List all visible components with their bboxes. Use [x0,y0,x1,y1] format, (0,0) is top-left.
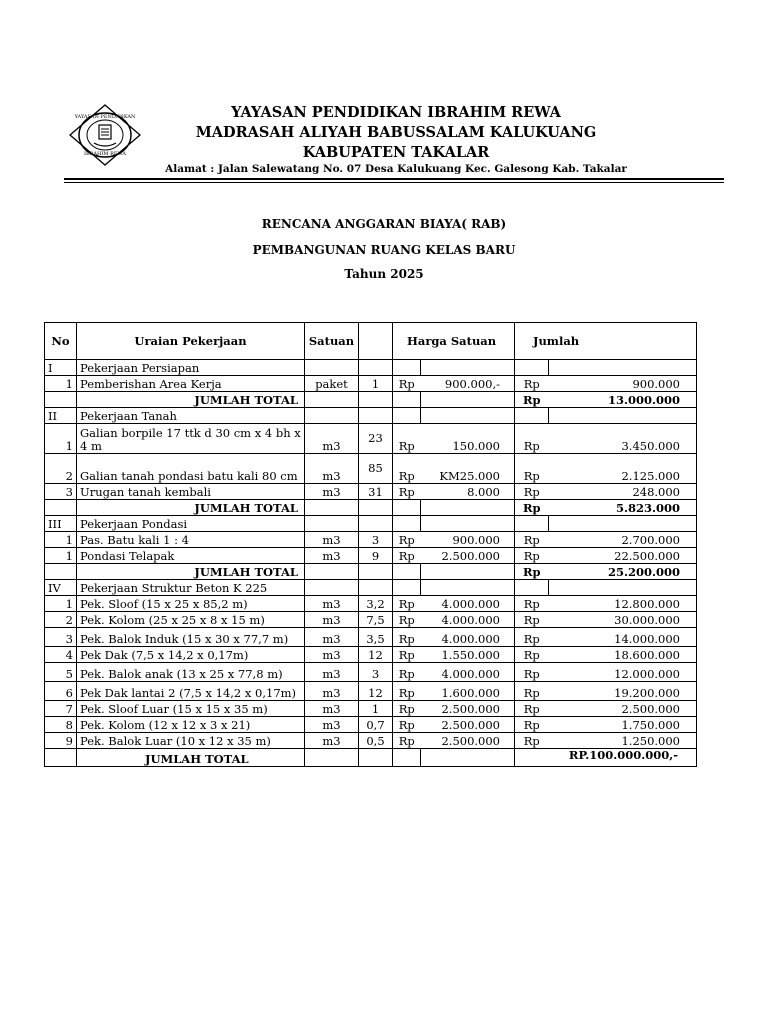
empty-cell [45,749,77,767]
rab-table [44,322,697,767]
item-total: 2.500.000 [549,701,697,717]
item-no: 1 [45,548,77,564]
empty-cell [305,500,359,516]
header-divider-thin [64,182,724,183]
item-total: 12.000.000 [549,663,697,682]
empty-cell [421,516,515,532]
item-description: Pemberishan Area Kerja [77,376,305,392]
item-price-currency: Rp [393,532,421,548]
item-total: 2.125.000 [549,454,697,484]
item-price-currency: Rp [393,701,421,717]
item-unit: m3 [305,454,359,484]
empty-cell [515,360,549,376]
section-no: II [45,408,77,424]
item-price-currency: Rp [393,424,421,454]
item-qty: 1 [359,701,393,717]
section-name: Pekerjaan Persiapan [77,360,305,376]
total-label: JUMLAH TOTAL [77,500,305,516]
item-total: 900.000 [549,376,697,392]
empty-cell [305,564,359,580]
empty-cell [421,500,515,516]
item-total-currency: Rp [515,701,549,717]
item-price-currency: Rp [393,682,421,701]
item-no: 8 [45,717,77,733]
empty-cell [359,408,393,424]
item-price: 1.550.000 [421,647,515,663]
item-price-currency: Rp [393,548,421,564]
item-description: Pek Dak lantai 2 (7,5 x 14,2 x 0,17m) [77,682,305,701]
item-unit: m3 [305,733,359,749]
doc-title: RENCANA ANGGARAN BIAYA( RAB) [261,217,507,231]
empty-cell [45,500,77,516]
item-no: 1 [45,424,77,454]
doc-year: Tahun 2025 [344,267,424,281]
doc-subtitle: PEMBANGUNAN RUANG KELAS BARU [252,243,516,257]
item-description: Pas. Batu kali 1 : 4 [77,532,305,548]
empty-cell [305,516,359,532]
item-unit: m3 [305,717,359,733]
section-no: I [45,360,77,376]
total-value: 25.200.000 [549,564,697,580]
item-qty: 85 [359,454,393,484]
empty-cell [393,392,421,408]
item-total-currency: Rp [515,628,549,647]
item-total: 30.000.000 [549,612,697,628]
item-total: 2.700.000 [549,532,697,548]
empty-cell [359,564,393,580]
table-row [45,612,697,628]
item-qty: 3 [359,663,393,682]
item-no: 5 [45,663,77,682]
item-total: 3.450.000 [549,424,697,454]
item-description: Pek. Sloof Luar (15 x 15 x 35 m) [77,701,305,717]
table-row [45,596,697,612]
empty-cell [549,516,697,532]
table-row [45,454,697,484]
item-description: Galian tanah pondasi batu kali 80 cm [77,454,305,484]
table-row [45,663,697,682]
item-no: 1 [45,376,77,392]
item-description: Pondasi Telapak [77,548,305,564]
item-price: 900.000,- [421,376,515,392]
item-unit: m3 [305,663,359,682]
table-row [45,647,697,663]
item-price: 8.000 [421,484,515,500]
table-row [45,733,697,749]
empty-cell [549,360,697,376]
item-unit: m3 [305,612,359,628]
item-no: 6 [45,682,77,701]
item-no: 4 [45,647,77,663]
item-price: 150.000 [421,424,515,454]
item-no: 3 [45,484,77,500]
table-row [45,532,697,548]
col-header-uraian: Uraian Pekerjaan [77,323,305,360]
empty-cell [45,392,77,408]
item-no: 3 [45,628,77,647]
grand-total-value: RP.100.000.000,- [515,749,697,767]
section-row [45,516,697,532]
item-total: 248.000 [549,484,697,500]
total-row [45,392,697,408]
item-description: Pek. Sloof (15 x 25 x 85,2 m) [77,596,305,612]
item-no: 1 [45,532,77,548]
item-qty: 3,5 [359,628,393,647]
item-no: 2 [45,612,77,628]
section-no: IV [45,580,77,596]
item-description: Pek. Balok Luar (10 x 12 x 35 m) [77,733,305,749]
item-total: 12.800.000 [549,596,697,612]
empty-cell [421,749,515,767]
item-total-currency: Rp [515,596,549,612]
col-header-no: No [45,323,77,360]
total-currency: Rp [515,392,549,408]
empty-cell [421,580,515,596]
item-description: Galian borpile 17 ttk d 30 cm x 4 bh x 4 m [77,424,305,454]
empty-cell [393,500,421,516]
section-row [45,360,697,376]
item-description: Pek. Kolom (25 x 25 x 8 x 15 m) [77,612,305,628]
item-price-currency: Rp [393,628,421,647]
item-qty: 0,5 [359,733,393,749]
table-header-row [45,323,697,360]
address: Alamat : Jalan Salewatang No. 07 Desa Kalukuang Kec. Galesong Kab. Takalar [165,163,627,175]
item-total: 22.500.000 [549,548,697,564]
header-divider-thick [64,178,724,180]
item-price: 2.500.000 [421,717,515,733]
table-row [45,682,697,701]
col-header-harga: Harga Satuan [393,323,515,360]
item-no: 1 [45,596,77,612]
item-total-currency: Rp [515,424,549,454]
empty-cell [45,564,77,580]
empty-cell [305,580,359,596]
item-price: 4.000.000 [421,628,515,647]
section-row [45,580,697,596]
empty-cell [515,516,549,532]
item-total-currency: Rp [515,612,549,628]
school-name: MADRASAH ALIYAH BABUSSALAM KALUKUANG [195,124,597,141]
item-qty: 1 [359,376,393,392]
item-unit: m3 [305,701,359,717]
item-price-currency: Rp [393,733,421,749]
item-no: 9 [45,733,77,749]
item-qty: 0,7 [359,717,393,733]
total-label: JUMLAH TOTAL [77,564,305,580]
logo-text-top: YAYASAN PENDIDIKAN [74,114,136,120]
item-price: 2.500.000 [421,701,515,717]
item-unit: m3 [305,682,359,701]
item-description: Pek. Balok Induk (15 x 30 x 77,7 m) [77,628,305,647]
empty-cell [515,580,549,596]
col-header-jumlah: Jumlah [515,323,697,360]
item-price-currency: Rp [393,596,421,612]
regency-name: KABUPATEN TAKALAR [302,144,490,161]
table-row [45,628,697,647]
item-total: 19.200.000 [549,682,697,701]
item-price: KM25.000 [421,454,515,484]
item-total-currency: Rp [515,717,549,733]
total-label: JUMLAH TOTAL [77,749,305,767]
item-price-currency: Rp [393,612,421,628]
item-total-currency: Rp [515,484,549,500]
foundation-name: YAYASAN PENDIDIKAN IBRAHIM REWA [231,104,561,121]
item-total: 1.250.000 [549,733,697,749]
empty-cell [393,749,421,767]
section-name: Pekerjaan Pondasi [77,516,305,532]
item-total-currency: Rp [515,376,549,392]
empty-cell [305,408,359,424]
empty-cell [549,580,697,596]
item-price-currency: Rp [393,663,421,682]
total-currency: Rp [515,500,549,516]
empty-cell [421,408,515,424]
item-price-currency: Rp [393,376,421,392]
item-price: 1.600.000 [421,682,515,701]
item-no: 7 [45,701,77,717]
empty-cell [421,392,515,408]
empty-cell [515,408,549,424]
empty-cell [393,516,421,532]
item-unit: m3 [305,647,359,663]
item-qty: 9 [359,548,393,564]
item-price: 2.500.000 [421,548,515,564]
empty-cell [359,360,393,376]
item-unit: m3 [305,628,359,647]
item-price-currency: Rp [393,717,421,733]
item-description: Urugan tanah kembali [77,484,305,500]
item-qty: 12 [359,647,393,663]
item-unit: paket [305,376,359,392]
item-total-currency: Rp [515,682,549,701]
item-price: 2.500.000 [421,733,515,749]
empty-cell [359,749,393,767]
item-unit: m3 [305,532,359,548]
total-value: 13.000.000 [549,392,697,408]
table-row [45,701,697,717]
table-row [45,548,697,564]
empty-cell [305,360,359,376]
item-total-currency: Rp [515,532,549,548]
item-no: 2 [45,454,77,484]
item-price: 900.000 [421,532,515,548]
total-row [45,564,697,580]
empty-cell [421,360,515,376]
item-qty: 3 [359,532,393,548]
item-description: Pek. Balok anak (13 x 25 x 77,8 m) [77,663,305,682]
item-total: 14.000.000 [549,628,697,647]
item-price-currency: Rp [393,647,421,663]
item-total: 18.600.000 [549,647,697,663]
item-unit: m3 [305,548,359,564]
empty-cell [359,516,393,532]
total-currency: Rp [515,564,549,580]
total-label: JUMLAH TOTAL [77,392,305,408]
empty-cell [421,564,515,580]
item-total-currency: Rp [515,663,549,682]
section-row [45,408,697,424]
total-value: 5.823.000 [549,500,697,516]
empty-cell [305,392,359,408]
table-row [45,484,697,500]
item-price-currency: Rp [393,484,421,500]
total-row [45,749,697,767]
item-total: 1.750.000 [549,717,697,733]
item-total-currency: Rp [515,647,549,663]
total-row [45,500,697,516]
item-qty: 3,2 [359,596,393,612]
item-description: Pek. Kolom (12 x 12 x 3 x 21) [77,717,305,733]
item-total-currency: Rp [515,454,549,484]
item-unit: m3 [305,596,359,612]
empty-cell [549,408,697,424]
item-price-currency: Rp [393,454,421,484]
empty-cell [359,580,393,596]
item-price: 4.000.000 [421,663,515,682]
table-row [45,424,697,454]
item-description: Pek Dak (7,5 x 14,2 x 0,17m) [77,647,305,663]
empty-cell [305,749,359,767]
item-qty: 23 [359,424,393,454]
section-name: Pekerjaan Struktur Beton K 225 [77,580,305,596]
empty-cell [393,564,421,580]
logo-text-bottom: IBRAHIM REWA [84,151,126,157]
empty-cell [393,580,421,596]
item-unit: m3 [305,424,359,454]
item-qty: 7,5 [359,612,393,628]
item-price: 4.000.000 [421,596,515,612]
item-qty: 31 [359,484,393,500]
item-qty: 12 [359,682,393,701]
table-row [45,376,697,392]
empty-cell [393,408,421,424]
empty-cell [393,360,421,376]
section-no: III [45,516,77,532]
item-unit: m3 [305,484,359,500]
table-row [45,717,697,733]
empty-cell [359,392,393,408]
item-total-currency: Rp [515,548,549,564]
item-total-currency: Rp [515,733,549,749]
item-price: 4.000.000 [421,612,515,628]
section-name: Pekerjaan Tanah [77,408,305,424]
col-header-satuan: Satuan [305,323,359,360]
empty-cell [359,500,393,516]
